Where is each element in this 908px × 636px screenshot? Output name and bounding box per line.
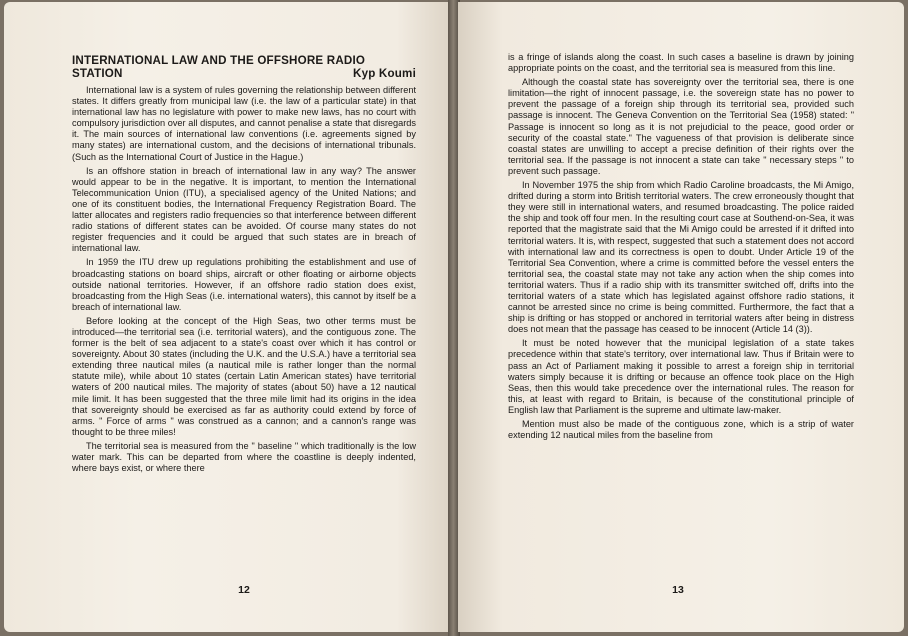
right-paragraph-3: It must be noted however that the municipal legislation of a state takes precedence within that state's territory, over international law. Thus if Britain were to pass an Act of Parliament making it possible to arrest a foreign ship in territorial waters simply because it is drifting or because an offence took place on the High Seas, then this would take precedence over the international rules. The reason for this, at least with regard to Britain, is because of the constitutional principle of English law that Parliament is the supreme and ultimate law-maker.: [508, 338, 854, 415]
left-page-number: 12: [238, 584, 250, 596]
right-column: [508, 52, 854, 444]
article-author: Kyp Koumi: [353, 67, 416, 80]
right-paragraph-4: Mention must also be made of the contiguous zone, which is a strip of water extending 12 nautical miles from the baseline from: [508, 419, 854, 441]
left-paragraph-5: The territorial sea is measured from the " baseline " which traditionally is the low water mark. This can be departed from where the coastline is deeply indented, where bays exist, or where there: [72, 440, 416, 474]
left-column: [72, 54, 416, 477]
article-title-line2: STATION: [72, 67, 123, 80]
right-paragraph-continuation: is a fringe of islands along the coast. In such cases a baseline is drawn by joining appropriate points on the coast, and the territorial sea is measured from this line.: [508, 52, 854, 74]
right-page: [458, 2, 904, 632]
right-paragraph-2: In November 1975 the ship from which Radio Caroline broadcasts, the Mi Amigo, drifted during a storm into British territorial waters. The crew erroneously thought that they were still in international waters, and resumed broadcasting. The police raided the ship and took off four men. In the resulting court case at Southend-on-Sea, it was reported that the magistrate said that the Mi Amigo could be arrested if it drifted into territorial waters. It is, with respect, suggested that such a statement does not accord with international law and its correctness is open to doubt. Under Article 19 of the Territorial Sea Convention, where a crime is committed before the vessel enters the territorial sea, the coastal state may not take any action when the ship comes into territorial waters. Thus if a radio ship with its transmitter switched off, drifts into the territorial waters of a state which has legislated against offshore radio stations, it cannot be arrested since no crime is being committed. Furthermore, the fact that a ship is drifting or has stopped or anchored in territorial waters after being in distress does not mean that the passage has ceased to be innocent (Article 14 (3)).: [508, 180, 854, 335]
article-title-line1: INTERNATIONAL LAW AND THE OFFSHORE RADIO: [72, 54, 366, 67]
article-heading: [72, 54, 416, 80]
right-page-number: 13: [672, 584, 684, 596]
right-paragraph-1: Although the coastal state has sovereignty over the territorial sea, there is one limitation—the right of innocent passage, i.e. the sovereign state has no power to prevent the passage of a foreign ship through its territorial sea, provided such passage is innocent. The Geneva Convention on the Territorial Sea (1958) stated: " Passage is innocent so long as it is not prejudicial to the peace, good order or security of the coastal state." The vagueness of that provision is deliberate since coastal states are unwilling to accept a precise definition of their rights over the territorial sea. If the passage is not innocent a state can take " necessary steps " to prevent such passage.: [508, 77, 854, 176]
left-paragraph-1: International law is a system of rules governing the relationship between different states. It differs greatly from municipal law (i.e. the law of a particular state) in that international law has no legislature with power to make new laws, has no court with compulsory jurisdiction over all disputes, and cannot penalise a state that disregards it. The main sources of international law conventions (i.e. agreements signed by many states) are international custom, and the decisions of international tribunals. (Such as the International Court of Justice in the Hague.): [72, 85, 416, 162]
left-paragraph-4: Before looking at the concept of the High Seas, two other terms must be introduced—the territorial sea (i.e. territorial waters), and the contiguous zone. The former is the belt of sea adjacent to a state's coast over which it has control or sovereignty. About 30 states (including the U.K. and the U.S.A.) have a territorial sea extending three nautical miles (a nautical mile is rather longer than the normal statute mile), while about 10 states (certain Latin American states) have territorial waters of 200 nautical miles. The majority of states (about 50) have a 12 nautical mile limit. It has been suggested that the three mile limit had its origins in the idea that sovereignty should be exercised as far as authority could extend by force of arms. " Force of arms " was construed as a cannon; and a cannon's range was thought to be three miles!: [72, 315, 416, 437]
left-page: [4, 2, 450, 632]
left-paragraph-2: Is an offshore station in breach of international law in any way? The answer would appear to be in the negative. It is important, to mention the International Telecommunication Union (ITU), a specialised agency of the United Nations; and one of its constituent bodies, the International Frequency Registration Board. The latter allocates and registers radio frequencies so that interference between different radio stations of different states can be avoided. Of course many states do not register frequencies and it could be argued that such states are in breach of international law.: [72, 165, 416, 254]
left-paragraph-3: In 1959 the ITU drew up regulations prohibiting the establishment and use of broadcasting stations on board ships, aircraft or other floating or airborne objects outside national territories. However, if an offshore radio station does exist, broadcasting from the High Seas (i.e. international waters), this cannot by itself be a breach of international law.: [72, 257, 416, 312]
